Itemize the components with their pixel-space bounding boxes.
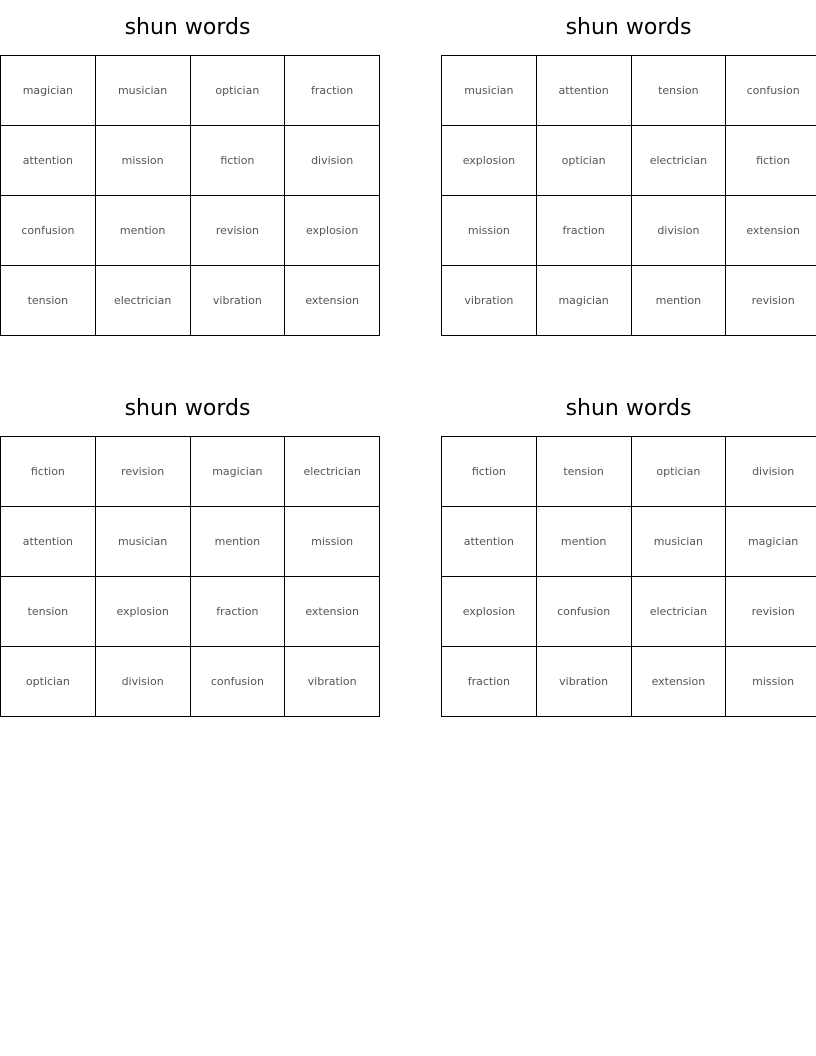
grid-cell: revision [726,266,816,336]
bingo-grid [441,55,816,336]
grid-cell: vibration [536,647,631,717]
grid-row [442,266,816,336]
grid-cell: fiction [190,126,285,196]
grid-cell: attention [1,507,96,577]
grid-cell: electrician [631,577,726,647]
grid-cell: electrician [631,126,726,196]
grid-cell: magician [536,266,631,336]
grid-cell: confusion [536,577,631,647]
grid-cell: mention [536,507,631,577]
grid-cell: division [95,647,190,717]
grid-cell: mission [95,126,190,196]
grid-cell: extension [631,647,726,717]
grid-cell: tension [1,266,96,336]
grid-cell: extension [285,266,380,336]
card-title: shun words [124,15,251,40]
grid-row [1,126,380,196]
grid-cell: fraction [190,577,285,647]
grid-cell: fiction [442,437,537,507]
grid-cell: mention [190,507,285,577]
card-title: shun words [124,396,251,421]
grid-cell: fraction [536,196,631,266]
grid-row [1,56,380,126]
grid-cell: tension [536,437,631,507]
grid-row [442,647,816,717]
grid-cell: revision [726,577,816,647]
grid-row [442,56,816,126]
grid-cell: confusion [190,647,285,717]
grid-cell: explosion [95,577,190,647]
grid-row [1,507,380,577]
grid-cell: division [285,126,380,196]
grid-cell: revision [95,437,190,507]
grid-cell: division [631,196,726,266]
grid-cell: electrician [95,266,190,336]
grid-row [1,647,380,717]
card-title: shun words [565,396,692,421]
grid-cell: extension [726,196,816,266]
grid-cell: optician [190,56,285,126]
grid-cell: mission [726,647,816,717]
grid-cell: attention [442,507,537,577]
grid-row [1,437,380,507]
grid-cell: magician [726,507,816,577]
grid-cell: mention [631,266,726,336]
grid-cell: mission [442,196,537,266]
bingo-grid [0,436,380,717]
grid-cell: fraction [285,56,380,126]
grid-cell: extension [285,577,380,647]
grid-cell: fiction [726,126,816,196]
grid-cell: division [726,437,816,507]
grid-cell: magician [1,56,96,126]
grid-cell: vibration [285,647,380,717]
grid-cell: tension [631,56,726,126]
grid-row [442,437,816,507]
grid-row [442,577,816,647]
grid-cell: revision [190,196,285,266]
grid-row [1,266,380,336]
grid-cell: attention [1,126,96,196]
grid-cell: tension [1,577,96,647]
grid-cell: fraction [442,647,537,717]
grid-cell: optician [631,437,726,507]
grid-row [1,577,380,647]
grid-cell: mention [95,196,190,266]
grid-cell: mission [285,507,380,577]
grid-cell: optician [536,126,631,196]
grid-cell: explosion [442,126,537,196]
grid-cell: electrician [285,437,380,507]
grid-cell: musician [631,507,726,577]
grid-row [442,196,816,266]
grid-cell: confusion [726,56,816,126]
bingo-grid [441,436,816,717]
grid-cell: optician [1,647,96,717]
grid-cell: attention [536,56,631,126]
grid-cell: musician [442,56,537,126]
grid-cell: magician [190,437,285,507]
grid-cell: confusion [1,196,96,266]
grid-row [1,196,380,266]
grid-row [442,126,816,196]
grid-cell: musician [95,507,190,577]
grid-cell: explosion [442,577,537,647]
card-title: shun words [565,15,692,40]
grid-cell: explosion [285,196,380,266]
grid-row [442,507,816,577]
grid-cell: vibration [442,266,537,336]
grid-cell: fiction [1,437,96,507]
grid-cell: musician [95,56,190,126]
bingo-grid [0,55,380,336]
grid-cell: vibration [190,266,285,336]
